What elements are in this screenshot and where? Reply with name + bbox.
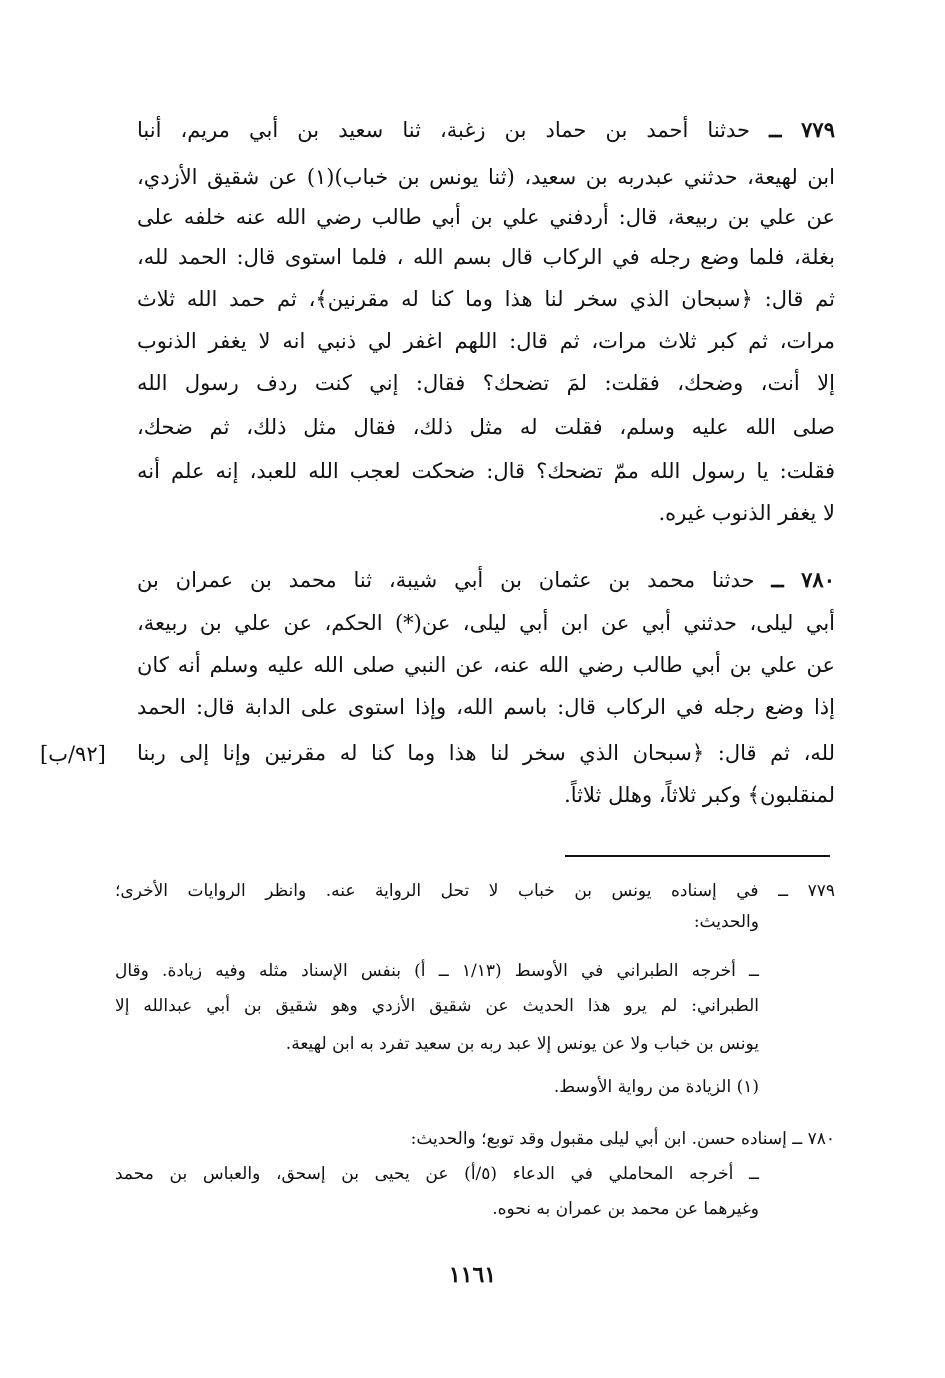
hadith-number: ٧٨٠ ــ	[771, 567, 835, 592]
hadith-text: حدثنا محمد بن عثمان بن أبي شيبة، ثنا محمد بن عمران بن	[137, 568, 755, 592]
footnote-number: ٧٨٠ ــ	[792, 1129, 835, 1149]
hadith-780-line-1	[137, 563, 835, 597]
hadith-780-line-3: عن علي بن أبي طالب رضي الله عنه، عن النبي صلى الله عليه وسلم أنه كان	[137, 653, 835, 677]
hadith-text: حدثنا أحمد بن حماد بن زغبة، ثنا سعيد بن أبي مريم، أنبا	[137, 118, 751, 142]
footnote-text: في إسناده يونس بن خباب لا تحل الرواية عنه. وانظر الروايات الأخرى؛	[115, 881, 759, 901]
hadith-779-line-1	[137, 113, 835, 147]
hadith-779-line-2: ابن لهيعة، حدثني عبدربه بن سعيد، (ثنا يونس بن خباب)(١) عن شقيق الأزدي،	[137, 165, 835, 189]
footnote-text: إسناده حسن. ابن أبي ليلى مقبول وقد توبع؛ والحديث:	[410, 1129, 787, 1149]
hadith-780-line-6: لمنقلبون﴾ وكبر ثلاثاً، وهلل ثلاثاً.	[564, 783, 835, 807]
folio-margin-reference: [٩٢/ب]	[40, 742, 106, 766]
footnote-779-sub-3: يونس بن خباب ولا عن يونس إلا عبد ربه بن سعيد تفرد به ابن لهيعة.	[285, 1034, 759, 1054]
hadith-779-line-9: فقلت: يا رسول الله ممّ تضحك؟ قال: ضحكت لعجب الله للعبد، إنه علم أنه	[137, 459, 835, 483]
hadith-779-line-3: عن علي بن ربيعة، قال: أردفني علي بن أبي طالب رضي الله عنه خلفه على	[137, 205, 835, 229]
footnote-779-sub-2: الطبراني: لم يرو هذا الحديث عن شقيق الأزدي وهو شقيق بن أبي عبدالله إلا	[115, 996, 759, 1016]
footnote-779-note: (١) الزيادة من رواية الأوسط.	[553, 1077, 759, 1097]
footnote-779-sub-1: ــ أخرجه الطبراني في الأوسط (١/١٣ ــ أ) بنفس الإسناد مثله وفيه زيادة. وقال	[115, 961, 759, 981]
hadith-780-line-2: أبي ليلى، حدثني أبي عن ابن أبي ليلى، عن(*) الحكم، عن علي بن ربيعة،	[137, 611, 835, 635]
hadith-779-line-6: مرات، ثم كبر ثلاث مرات، ثم قال: اللهم اغفر لي ذنبي انه لا يغفر الذنوب	[137, 329, 835, 353]
hadith-779-line-7: إلا أنت، وضحك، فقلت: لمَ تضحك؟ فقال: إني كنت ردف رسول الله	[137, 371, 835, 395]
footnote-separator	[565, 855, 830, 857]
page-number: ١١٦١	[448, 1262, 497, 1288]
footnote-780-line-1	[115, 1125, 835, 1153]
hadith-number: ٧٧٩ ــ	[769, 117, 835, 142]
footnote-780-sub-1: ــ أخرجه المحاملي في الدعاء (٥/أ) عن يحيى بن إسحق، والعباس بن محمد	[115, 1164, 760, 1184]
footnote-779-line-1	[115, 877, 835, 905]
hadith-780-line-5: لله، ثم قال: ﴿سبحان الذي سخر لنا هذا وما كنا له مقرنين وإنا إلى ربنا	[137, 741, 835, 765]
footnote-780-sub-2: وغيرهما عن محمد بن عمران به نحوه.	[492, 1199, 759, 1219]
hadith-779-line-5: ثم قال: ﴿سبحان الذي سخر لنا هذا وما كنا له مقرنين﴾، ثم حمد الله ثلاث	[137, 287, 835, 311]
hadith-779-line-10: لا يغفر الذنوب غيره.	[658, 501, 835, 525]
hadith-779-line-4: بغلة، فلما وضع رجله في الركاب قال بسم الله ، فلما استوى قال: الحمد لله،	[137, 245, 835, 269]
hadith-780-line-4: إذا وضع رجله في الركاب قال: باسم الله، وإذا استوى على الدابة قال: الحمد	[137, 695, 835, 719]
footnote-779-line-2: والحديث:	[693, 912, 759, 932]
footnote-number: ٧٧٩ ــ	[778, 881, 835, 901]
hadith-779-line-8: صلى الله عليه وسلم، فقلت له مثل ذلك، فقال مثل ذلك، ثم ضحك،	[137, 415, 835, 439]
